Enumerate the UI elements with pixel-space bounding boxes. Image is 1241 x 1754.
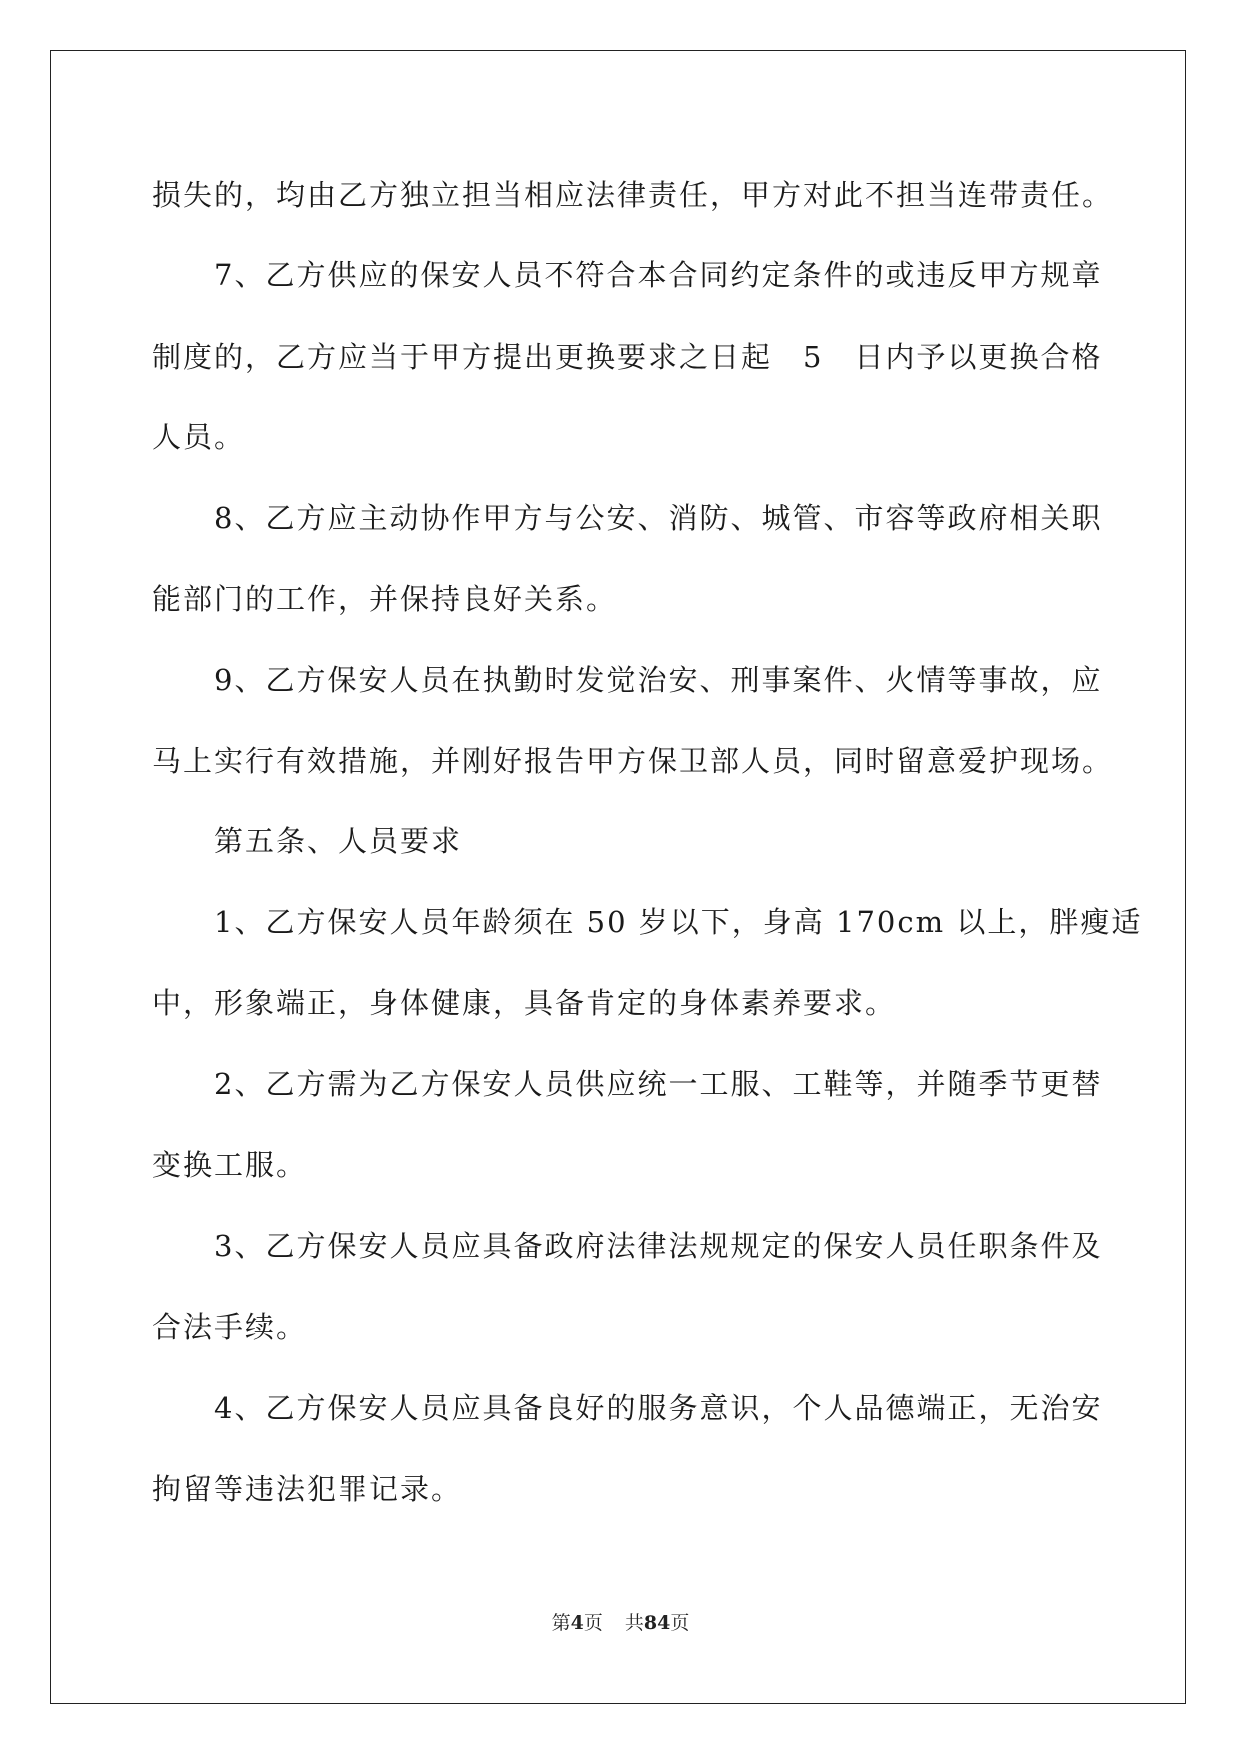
total-prefix: 共 (624, 1612, 644, 1634)
paragraph-line: 4、乙方保安人员应具备良好的服务意识，个人品德端正，无治安 (214, 1391, 1103, 1425)
paragraph-line: 人员。 (152, 420, 246, 454)
paragraph-line: 1、乙方保安人员年龄须在 50 岁以下，身高 170cm 以上，胖瘦适 (214, 905, 1143, 939)
page-footer (0, 1610, 1241, 1636)
paragraph-line: 制度的，乙方应当于甲方提出更换要求之日起 5 日内予以更换合格 (152, 340, 1103, 374)
paragraph-line: 中，形象端正，身体健康，具备肯定的身体素养要求。 (152, 986, 897, 1020)
page-suffix: 页 (583, 1612, 603, 1634)
page-prefix: 第 (551, 1612, 571, 1634)
page-number: 4 (570, 1612, 584, 1634)
paragraph-line: 合法手续。 (152, 1310, 308, 1344)
paragraph-line: 3、乙方保安人员应具备政府法律法规规定的保安人员任职条件及 (214, 1229, 1103, 1263)
page-border (50, 50, 1186, 1704)
paragraph-line: 损失的，均由乙方独立担当相应法律责任，甲方对此不担当连带责任。 (152, 178, 1114, 212)
paragraph-line: 8、乙方应主动协作甲方与公安、消防、城管、市容等政府相关职 (214, 501, 1103, 535)
paragraph-line: 马上实行有效措施，并刚好报告甲方保卫部人员，同时留意爱护现场。 (152, 744, 1114, 778)
paragraph-line: 能部门的工作，并保持良好关系。 (152, 582, 618, 616)
paragraph-line: 7、乙方供应的保安人员不符合本合同约定条件的或违反甲方规章 (214, 258, 1103, 292)
paragraph-line: 9、乙方保安人员在执勤时发觉治安、刑事案件、火情等事故，应 (214, 663, 1103, 697)
paragraph-line: 变换工服。 (152, 1148, 308, 1182)
total-pages: 84 (643, 1612, 671, 1634)
section-heading: 第五条、人员要求 (214, 824, 463, 858)
paragraph-line: 2、乙方需为乙方保安人员供应统一工服、工鞋等，并随季节更替 (214, 1067, 1103, 1101)
paragraph-line: 拘留等违法犯罪记录。 (152, 1472, 463, 1506)
total-suffix: 页 (670, 1612, 690, 1634)
